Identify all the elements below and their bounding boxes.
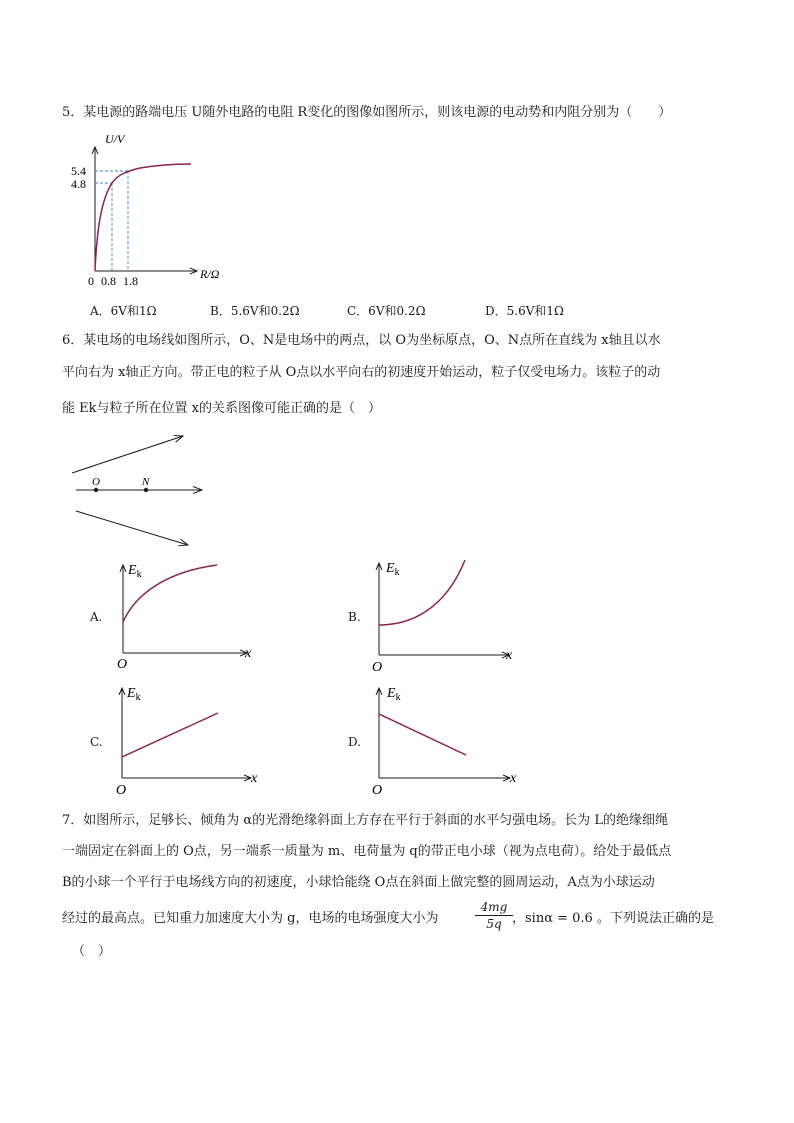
q6-graph-c-origin: O — [116, 783, 127, 798]
q6-graph-d-xlabel: x — [510, 771, 517, 786]
q7-stem-line3: B的小球一个平行于电场线方向的初速度，小球恰能绕 O点在斜面上做完整的圆周运动，A点为小球运动 — [62, 875, 655, 890]
q5-option-a[interactable]: A．6V和1Ω — [90, 304, 157, 318]
label-n: N — [142, 476, 150, 488]
q6-graph-c-line — [122, 713, 218, 757]
q6-graph-a-origin: O — [117, 657, 128, 672]
q7-stem-line4a: 经过的最高点。已知重力加速度大小为 g，电场的电场强度大小为 — [62, 911, 439, 926]
q5-option-b[interactable]: B．5.6V和0.2Ω — [210, 304, 300, 318]
q7-frac-num: 4mg — [475, 900, 513, 916]
q6-graph-a-curve — [123, 565, 217, 622]
q6-graph-b-xlabel: x — [506, 648, 513, 663]
q6-graph-c-xlabel: x — [251, 771, 258, 786]
q6-stem-line3: 能 Ek与粒子所在位置 x的关系图像可能正确的是（ ） — [62, 401, 381, 416]
q6-option-c-label[interactable]: C. — [90, 735, 103, 749]
q6-stem-line2: 平向右为 x轴正方向。带正电的粒子从 O点以水平向右的初速度开始运动，粒子仅受电场力。该粒子的动 — [62, 365, 661, 380]
q6-graph-d-ylabel: $E_k$ — [387, 686, 401, 703]
q5-option-d[interactable]: D．5.6V和1Ω — [485, 304, 564, 318]
q6-graph-a-xlabel: x — [245, 646, 252, 661]
q7-stem-line2: 一端固定在斜面上的 O点，另一端系一质量为 m、电荷量为 q的带正电小球（视为点电荷）。给处于最低点 — [62, 844, 672, 859]
q6-graph-b-origin: O — [372, 660, 383, 675]
q7-frac-den: 5q — [486, 917, 502, 931]
q7-answer-paren: （ ） — [72, 944, 112, 959]
q6-graph-a-ylabel: $E_k$ — [128, 563, 142, 580]
q6-option-a-label[interactable]: A. — [90, 610, 103, 624]
q7-stem-line1: 7．如图所示，足够长、倾角为 α的光滑绝缘斜面上方存在平行于斜面的水平匀强电场。长为 L的绝缘细绳 — [62, 813, 668, 828]
q5-stem: 5．某电源的路端电压 U随外电路的电阻 R变化的图像如图所示，则该电源的电动势和内阻分别为（ ） — [62, 105, 672, 120]
q5-ytick-4.8: 4.8 — [71, 177, 86, 191]
q6-graph-d-origin: O — [372, 783, 383, 798]
field-line-top — [72, 436, 183, 473]
q5-ylabel: U/V — [105, 132, 125, 146]
q6-graph-c-ylabel: $E_k$ — [127, 686, 141, 703]
q5-xtick-1.8: 1.8 — [123, 274, 138, 288]
q6-option-d-label[interactable]: D. — [348, 735, 362, 749]
q7-fraction — [475, 900, 513, 931]
q5-option-c[interactable]: C．6V和0.2Ω — [347, 304, 426, 318]
point-o — [94, 488, 98, 492]
q6-stem-line1: 6．某电场的电场线如图所示，O、N是电场中的两点，以 O为坐标原点，O、N点所在直线为 x轴且以水 — [62, 333, 661, 348]
q6-graph-b-curve — [379, 560, 465, 625]
q5-xtick-0.8: 0.8 — [101, 274, 116, 288]
q6-graph-b-ylabel: $E_k$ — [386, 561, 400, 578]
label-o: O — [92, 476, 100, 488]
q7-stem-line4b: ，sinα = 0.6 。下列说法正确的是 — [512, 911, 714, 926]
q5-ur-curve — [95, 164, 191, 270]
q5-ytick-5.4: 5.4 — [71, 164, 86, 178]
field-line-bottom — [76, 511, 188, 545]
q5-origin: 0 — [88, 274, 94, 288]
q6-option-b-label[interactable]: B. — [348, 610, 361, 624]
point-n — [144, 488, 148, 492]
q5-xlabel: R/Ω — [200, 267, 220, 281]
q6-graph-d-line — [379, 714, 466, 755]
